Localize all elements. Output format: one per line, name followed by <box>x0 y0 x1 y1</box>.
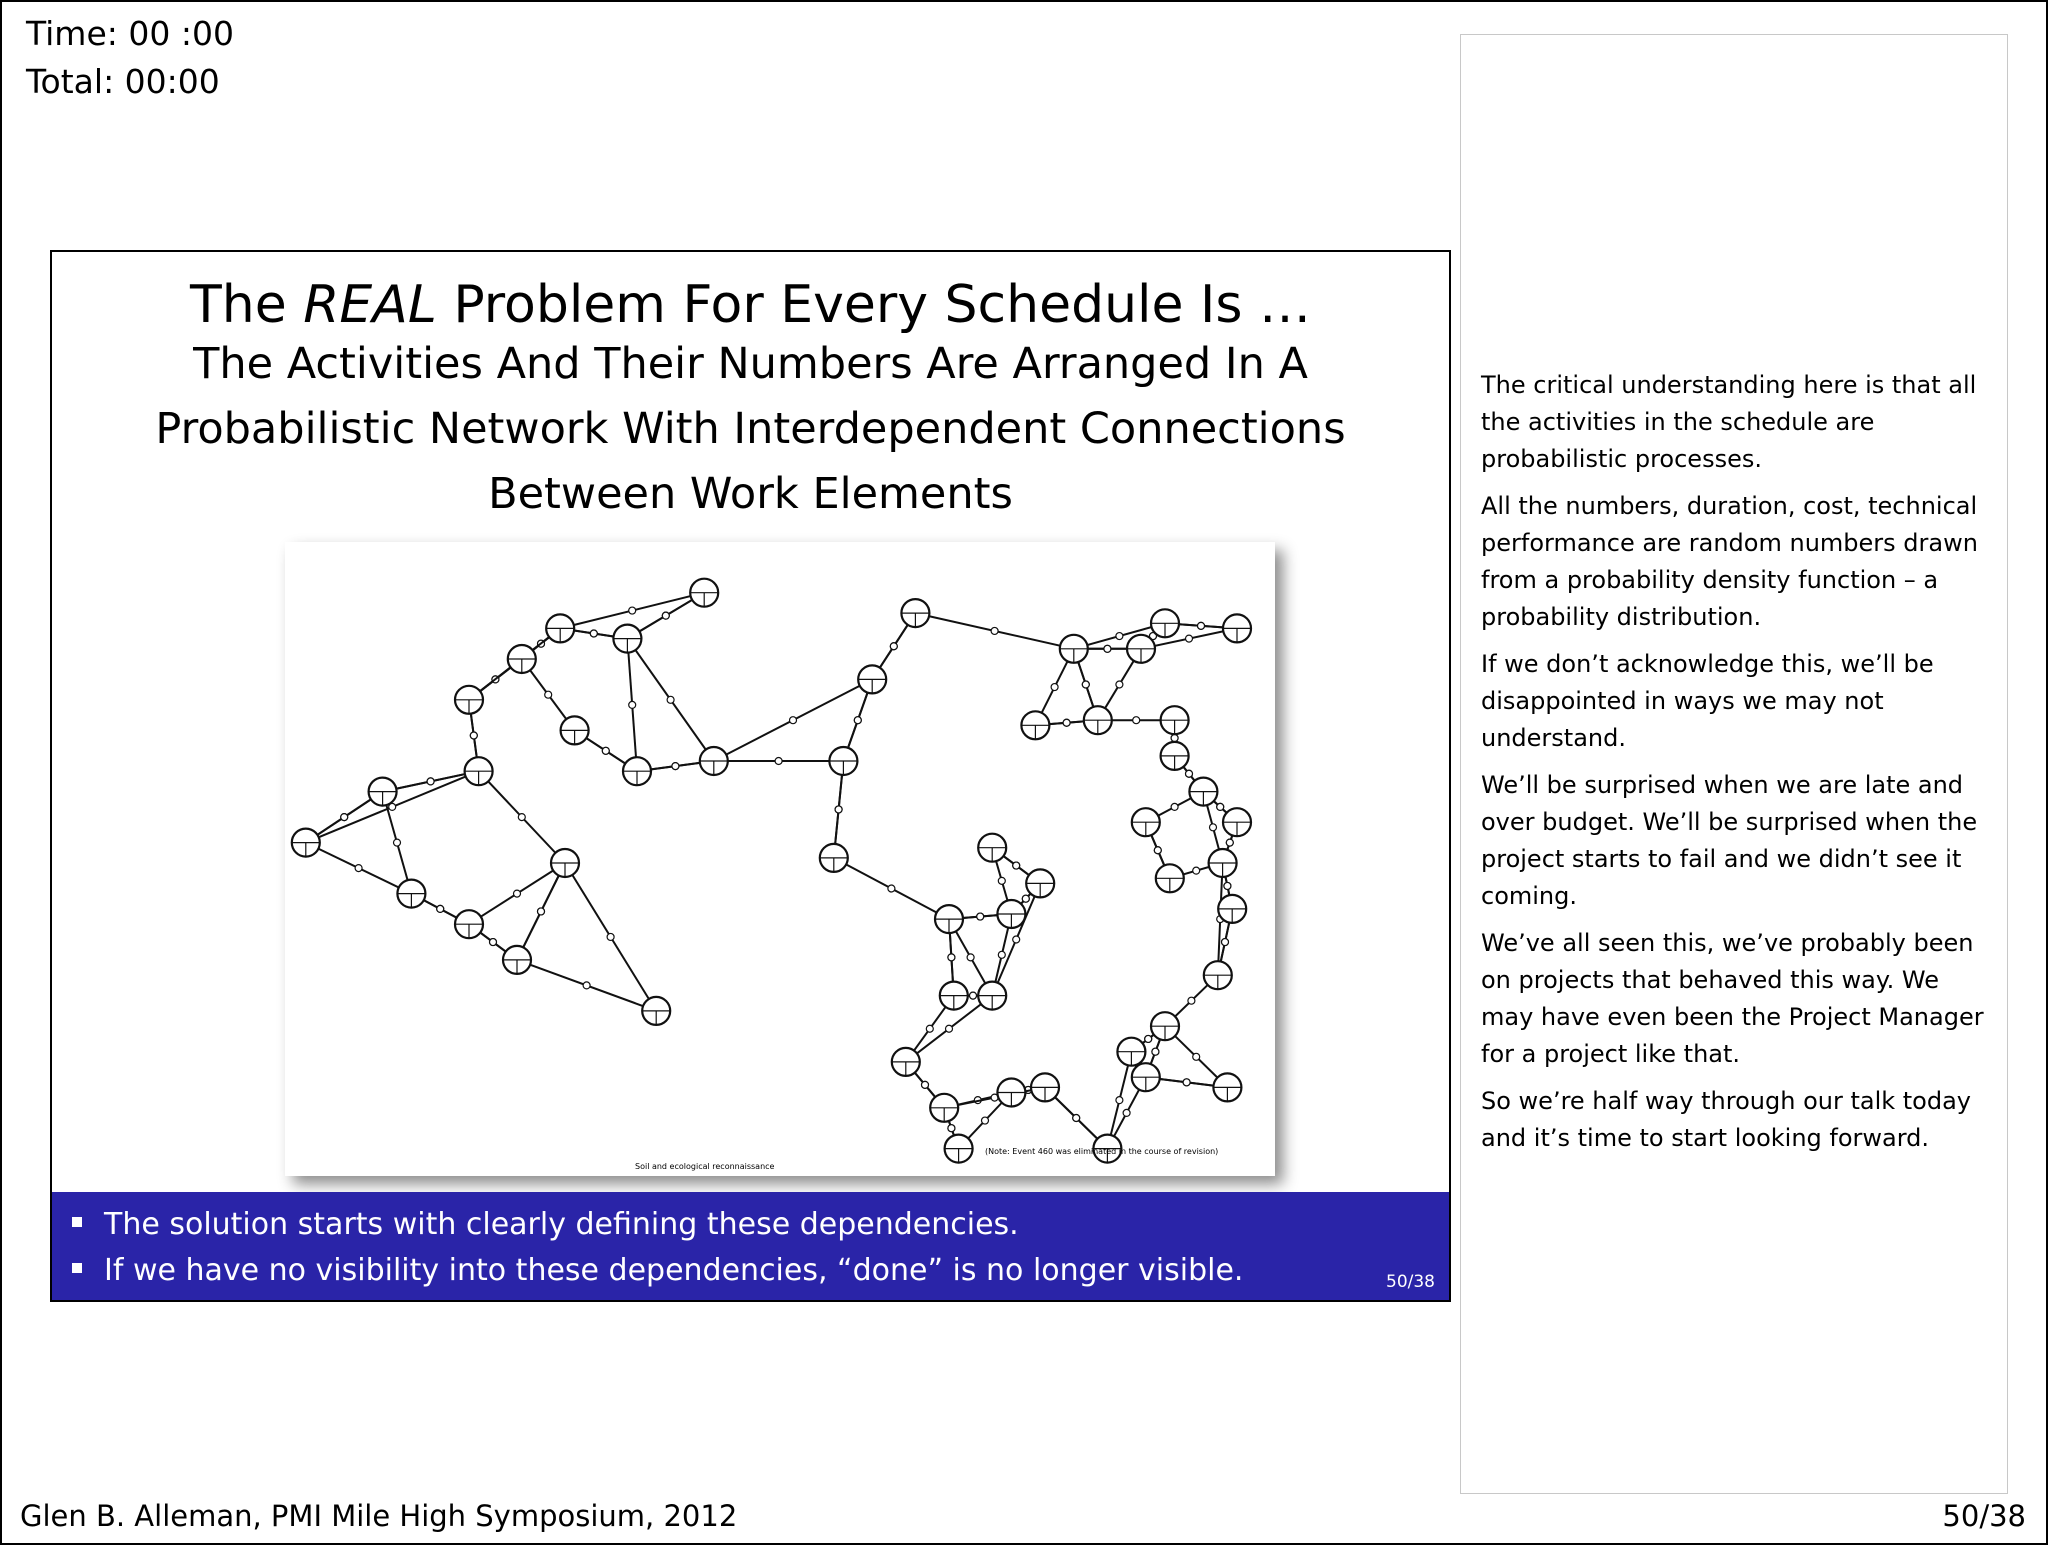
bullet-band <box>52 1192 1449 1300</box>
network-edge-marker <box>1186 770 1193 777</box>
network-node <box>901 599 929 627</box>
network-node <box>1161 742 1189 770</box>
network-node <box>690 579 718 607</box>
network-edge-marker <box>590 630 597 637</box>
network-edge-marker <box>1171 735 1178 742</box>
network-edge-marker <box>1116 633 1123 640</box>
network-edge-marker <box>775 758 782 765</box>
slide-title: The REAL Problem For Every Schedule Is … <box>190 275 1311 335</box>
network-edge-marker <box>1188 997 1195 1004</box>
slide-subtitle-line: The Activities And Their Numbers Are Arranged In A <box>193 339 1308 389</box>
network-node <box>997 1079 1025 1107</box>
network-edge-marker <box>890 643 897 650</box>
network-node <box>1151 609 1179 637</box>
network-node <box>1161 706 1189 734</box>
network-node <box>700 747 728 775</box>
network-node <box>369 778 397 806</box>
network-node <box>978 834 1006 862</box>
network-edge-marker <box>602 747 609 754</box>
network-node <box>623 757 651 785</box>
network-edge-marker <box>1013 862 1020 869</box>
network-edge-marker <box>948 954 955 961</box>
notes-paragraph: The critical understanding here is that all the activities in the schedule are probabilistic processes. <box>1481 371 1977 473</box>
network-edge-marker <box>470 732 477 739</box>
network-edge-marker <box>514 890 521 897</box>
network-node <box>829 747 857 775</box>
notes-paragraph: We’ve all seen this, we’ve probably been on projects that behaved this way. We may have even been the Project Manager for a project like that. <box>1481 929 1984 1068</box>
network-edge-marker <box>1063 719 1070 726</box>
bullet-item: The solution starts with clearly defining these dependencies. <box>72 1204 1019 1246</box>
network-edge-marker <box>1051 684 1058 691</box>
diagram-note: (Note: Event 460 was eliminated in the course of revision) <box>985 1147 1219 1156</box>
network-diagram-svg <box>285 542 1275 1176</box>
network-edge-marker <box>1154 847 1161 854</box>
network-node <box>465 757 493 785</box>
network-edge-marker <box>1116 681 1123 688</box>
network-node <box>945 1135 973 1163</box>
network-edge-marker <box>1152 1048 1159 1055</box>
network-edge-marker <box>1183 1079 1190 1086</box>
speaker-notes-body <box>1461 367 2007 1167</box>
elapsed-time: Time: 00 :00 <box>26 14 234 53</box>
network-node <box>1031 1073 1059 1101</box>
network-edge-marker <box>607 933 614 940</box>
network-edge-marker <box>948 1125 955 1132</box>
network-edge-marker <box>1133 717 1140 724</box>
footer-author: Glen B. Alleman, PMI Mile High Symposium, 2012 <box>20 1499 738 1533</box>
network-edge-marker <box>1210 824 1217 831</box>
network-edge-marker <box>355 865 362 872</box>
network-edge-marker <box>1198 622 1205 629</box>
network-edge-marker <box>1116 1097 1123 1104</box>
network-node <box>1156 864 1184 892</box>
network-node <box>1213 1073 1241 1101</box>
network-edge-marker <box>1222 939 1229 946</box>
network-node <box>1204 961 1232 989</box>
network-node <box>546 614 574 642</box>
network-edge-marker <box>982 1117 989 1124</box>
network-edge-marker <box>672 763 679 770</box>
network-edge-marker <box>1226 839 1233 846</box>
network-node <box>892 1048 920 1076</box>
notes-paragraph: If we don’t acknowledge this, we’ll be disappointed in ways we may not understand. <box>1481 650 1934 752</box>
slide-preview[interactable] <box>50 250 1451 1302</box>
network-edge-marker <box>1193 1053 1200 1060</box>
network-node <box>1189 778 1217 806</box>
network-edge-marker <box>1217 803 1224 810</box>
notes-paragraph: So we’re half way through our talk today and it’s time to start looking forward. <box>1481 1087 1972 1152</box>
network-node <box>397 880 425 908</box>
network-edge-marker <box>1171 803 1178 810</box>
network-node <box>930 1094 958 1122</box>
slide-subtitle-line: Between Work Elements <box>488 469 1013 519</box>
network-node <box>1223 614 1251 642</box>
slide-subtitle-line: Probabilistic Network With Interdependent Connections <box>155 404 1346 454</box>
network-node <box>503 946 531 974</box>
network-edge-marker <box>1022 895 1029 902</box>
bullet-item: If we have no visibility into these dependencies, “done” is no longer visible. <box>72 1250 1243 1292</box>
network-edge-marker <box>545 691 552 698</box>
network-edge-marker <box>1186 635 1193 642</box>
network-edge-marker <box>967 954 974 961</box>
network-edge-marker <box>835 806 842 813</box>
network-node <box>1127 635 1155 663</box>
network-edge-marker <box>922 1081 929 1088</box>
network-edge-marker <box>998 951 1005 958</box>
network-edge-marker <box>341 814 348 821</box>
network-edge-marker <box>1104 645 1111 652</box>
network-edge-marker <box>1082 681 1089 688</box>
network-edge-marker <box>437 905 444 912</box>
network-edge-marker <box>583 982 590 989</box>
network-node <box>613 625 641 653</box>
network-node <box>935 905 963 933</box>
network-edge-marker <box>1193 867 1200 874</box>
network-node <box>1021 711 1049 739</box>
network-node <box>508 645 536 673</box>
network-edge-marker <box>629 607 636 614</box>
network-edge-marker <box>998 877 1005 884</box>
network-node <box>561 716 589 744</box>
network-node <box>455 910 483 938</box>
network-node <box>997 900 1025 928</box>
network-edge-marker <box>991 627 998 634</box>
network-edge-marker <box>538 908 545 915</box>
network-edge-marker <box>970 992 977 999</box>
network-edge-marker <box>790 717 797 724</box>
network-node <box>820 844 848 872</box>
network-edge-marker <box>888 885 895 892</box>
network-node <box>858 665 886 693</box>
network-node <box>1060 635 1088 663</box>
network-node <box>1117 1038 1145 1066</box>
bullet-square-icon <box>72 1263 82 1273</box>
network-edge-marker <box>854 717 861 724</box>
network-edge-marker <box>662 612 669 619</box>
network-node <box>1026 869 1054 897</box>
network-node <box>551 849 579 877</box>
network-edge-marker <box>1013 936 1020 943</box>
network-node <box>1132 808 1160 836</box>
network-node <box>642 997 670 1025</box>
network-node <box>1223 808 1251 836</box>
footer-page-number: 50/38 <box>1942 1499 2026 1533</box>
total-time: Total: 00:00 <box>26 62 220 101</box>
network-node <box>1151 1012 1179 1040</box>
network-edge-marker <box>427 778 434 785</box>
speaker-notes-panel[interactable] <box>1460 34 2008 1494</box>
network-edge-marker <box>667 696 674 703</box>
network-edge-marker <box>1123 1109 1130 1116</box>
diagram-bottom-label: Soil and ecological reconnaissance <box>635 1162 775 1171</box>
network-node <box>1084 706 1112 734</box>
notes-paragraph: We’ll be surprised when we are late and over budget. We’ll be surprised when the project starts to fail and we didn’t see it coming. <box>1481 771 1978 910</box>
network-node <box>292 829 320 857</box>
network-node <box>1209 849 1237 877</box>
network-edge-marker <box>1224 882 1231 889</box>
network-edge-marker <box>1073 1115 1080 1122</box>
network-node <box>940 982 968 1010</box>
network-node <box>1218 895 1246 923</box>
network-edge-marker <box>518 814 525 821</box>
network-edge-marker <box>394 839 401 846</box>
network-node <box>978 982 1006 1010</box>
network-edge-marker <box>490 939 497 946</box>
network-node <box>455 686 483 714</box>
network-edge-marker <box>977 913 984 920</box>
network-edge-marker <box>629 701 636 708</box>
network-node <box>1132 1063 1160 1091</box>
network-edge-marker <box>926 1025 933 1032</box>
network-edge-marker <box>946 1025 953 1032</box>
network-edge-marker <box>1145 1035 1152 1042</box>
slide-number: 50/38 <box>1386 1272 1435 1292</box>
bullet-square-icon <box>72 1217 82 1227</box>
network-diagram-image <box>285 542 1275 1176</box>
notes-paragraph: All the numbers, duration, cost, technical performance are random numbers drawn from a probability density function – a probability distribution. <box>1481 492 1978 631</box>
